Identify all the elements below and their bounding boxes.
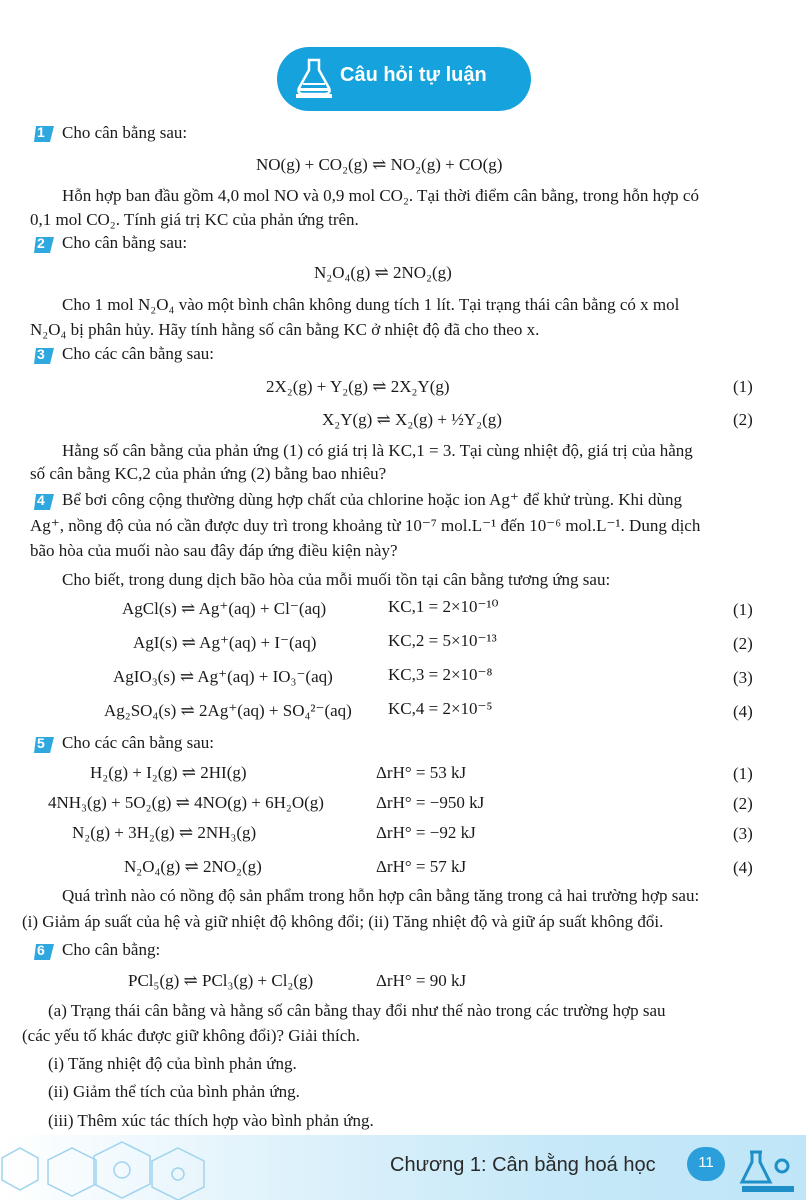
q4-row2-k: KC,2 = 5×10⁻¹³ [388,631,497,650]
hexagon-decoration-icon [0,1138,240,1200]
q1-text-line2: 0,1 mol CO₂. Tính giá trị KC của phản ứng trên. [30,210,359,229]
lab-flask-decoration-icon [736,1146,800,1200]
q4-text-line4: Cho biết, trong dung dịch bão hòa của mỗi muối tồn tại cân bằng tương ứng sau: [62,570,611,589]
q6-item-i: (i) Tăng nhiệt độ của bình phản ứng. [48,1054,297,1073]
question-number: 1 [37,124,45,140]
q1-equation: NO(g) + CO₂(g) ⇌ NO₂(g) + CO(g) [256,155,503,174]
q4-text-line1: Bể bơi công cộng thường dùng hợp chất của chlorine hoặc ion Ag⁺ để khử trùng. Khi dùng [62,490,682,509]
q2-intro: Cho cân bằng sau: [62,233,188,252]
q4-row4-tag: (4) [733,702,753,721]
question-number: 2 [37,235,45,251]
q4-text-line2: Ag⁺, nồng độ của nó cần được duy trì trong khoảng từ 10⁻⁷ mol.L⁻¹ đến 10⁻⁶ mol.L⁻¹. Dung dịch [30,516,701,535]
q6-item-iii: (iii) Thêm xúc tác thích hợp vào bình phản ứng. [48,1111,374,1130]
q5-row2-tag: (2) [733,794,753,813]
q5-row3-enthalpy: ΔrH° = −92 kJ [376,823,476,842]
q5-row4-equation: N₂O₄(g) ⇌ 2NO₂(g) [124,857,262,876]
q5-row4-tag: (4) [733,858,753,877]
q4-row3-equation: AgIO₃(s) ⇌ Ag⁺(aq) + IO₃⁻(aq) [113,667,333,686]
q3-equation-1: 2X₂(g) + Y₂(g) ⇌ 2X₂Y(g) [266,377,450,396]
footer-chapter-title: Chương 1: Cân bằng hoá học [390,1154,656,1176]
q5-row3-equation: N₂(g) + 3H₂(g) ⇌ 2NH₃(g) [72,823,257,842]
q5-text-line1: Quá trình nào có nồng độ sản phẩm trong hỗn hợp cân bằng tăng trong cả hai trường hợp sau: [62,886,700,905]
q3-equation-2: X₂Y(g) ⇌ X₂(g) + ½Y₂(g) [322,410,502,429]
q6-item-ii: (ii) Giảm thể tích của bình phản ứng. [48,1082,300,1101]
q5-intro: Cho các cân bằng sau: [62,733,214,752]
q4-row4-k: KC,4 = 2×10⁻⁵ [388,699,493,718]
q1-text-line1: Hỗn hợp ban đầu gồm 4,0 mol NO và 0,9 mol CO₂. Tại thời điểm cân bằng, trong hỗn hợp có [62,186,699,205]
page-number-badge [687,1147,725,1181]
q3-text-line2: số cân bằng KC,2 của phản ứng (2) bằng bao nhiêu? [30,464,387,483]
q5-row2-equation: 4NH₃(g) + 5O₂(g) ⇌ 4NO(g) + 6H₂O(g) [48,793,324,812]
q4-row1-tag: (1) [733,600,753,619]
q4-row2-tag: (2) [733,634,753,653]
q6-text-line2: (các yếu tố khác được giữ không đổi)? Giải thích. [22,1026,361,1045]
q6-intro: Cho cân bằng: [62,940,161,959]
page-number: 11 [698,1154,714,1171]
q4-row1-k: KC,1 = 2×10⁻¹⁰ [388,597,499,616]
flask-books-icon [292,56,336,102]
q4-row2-equation: AgI(s) ⇌ Ag⁺(aq) + I⁻(aq) [133,633,317,652]
q4-text-line3: bão hòa của muối nào sau đây đáp ứng điều kiện này? [30,541,398,560]
question-number: 5 [37,735,45,751]
q5-row1-tag: (1) [733,764,753,783]
q5-text-line2: (i) Giảm áp suất của hệ và giữ nhiệt độ không đổi; (ii) Tăng nhiệt độ và giữ áp suất không đổi. [22,912,664,931]
question-number: 4 [37,492,45,508]
question-number: 6 [37,942,45,958]
q5-row3-tag: (3) [733,824,753,843]
q3-text-line1: Hằng số cân bằng của phản ứng (1) có giá trị là KC,1 = 3. Tại cùng nhiệt độ, giá trị của hằng [62,441,693,460]
q4-row3-tag: (3) [733,668,753,687]
q3-equation-2-tag: (2) [733,410,753,429]
q6-text-line1: (a) Trạng thái cân bằng và hằng số cân bằng thay đổi như thế nào trong các trường hợp sau [48,1001,666,1020]
section-title: Câu hỏi tự luận [340,64,487,86]
q6-enthalpy: ΔrH° = 90 kJ [376,971,467,990]
question-number: 3 [37,346,45,362]
q5-row4-enthalpy: ΔrH° = 57 kJ [376,857,467,876]
q4-row3-k: KC,3 = 2×10⁻⁸ [388,665,493,684]
q5-row1-equation: H₂(g) + I₂(g) ⇌ 2HI(g) [90,763,247,782]
q2-equation: N₂O₄(g) ⇌ 2NO₂(g) [314,263,452,282]
q4-row1-equation: AgCl(s) ⇌ Ag⁺(aq) + Cl⁻(aq) [122,599,327,618]
q2-text-line1: Cho 1 mol N₂O₄ vào một bình chân không dung tích 1 lít. Tại trạng thái cân bằng có x mol [62,295,680,314]
q5-row1-enthalpy: ΔrH° = 53 kJ [376,763,467,782]
q3-intro: Cho các cân bằng sau: [62,344,214,363]
q2-text-line2: N₂O₄ bị phân hủy. Hãy tính hằng số cân bằng KC ở nhiệt độ đã cho theo x. [30,320,540,339]
q5-row2-enthalpy: ΔrH° = −950 kJ [376,793,485,812]
q1-intro: Cho cân bằng sau: [62,123,188,142]
q6-equation: PCl₅(g) ⇌ PCl₃(g) + Cl₂(g) [128,971,314,990]
q4-row4-equation: Ag₂SO₄(s) ⇌ 2Ag⁺(aq) + SO₄²⁻(aq) [104,701,352,720]
q3-equation-1-tag: (1) [733,377,753,396]
